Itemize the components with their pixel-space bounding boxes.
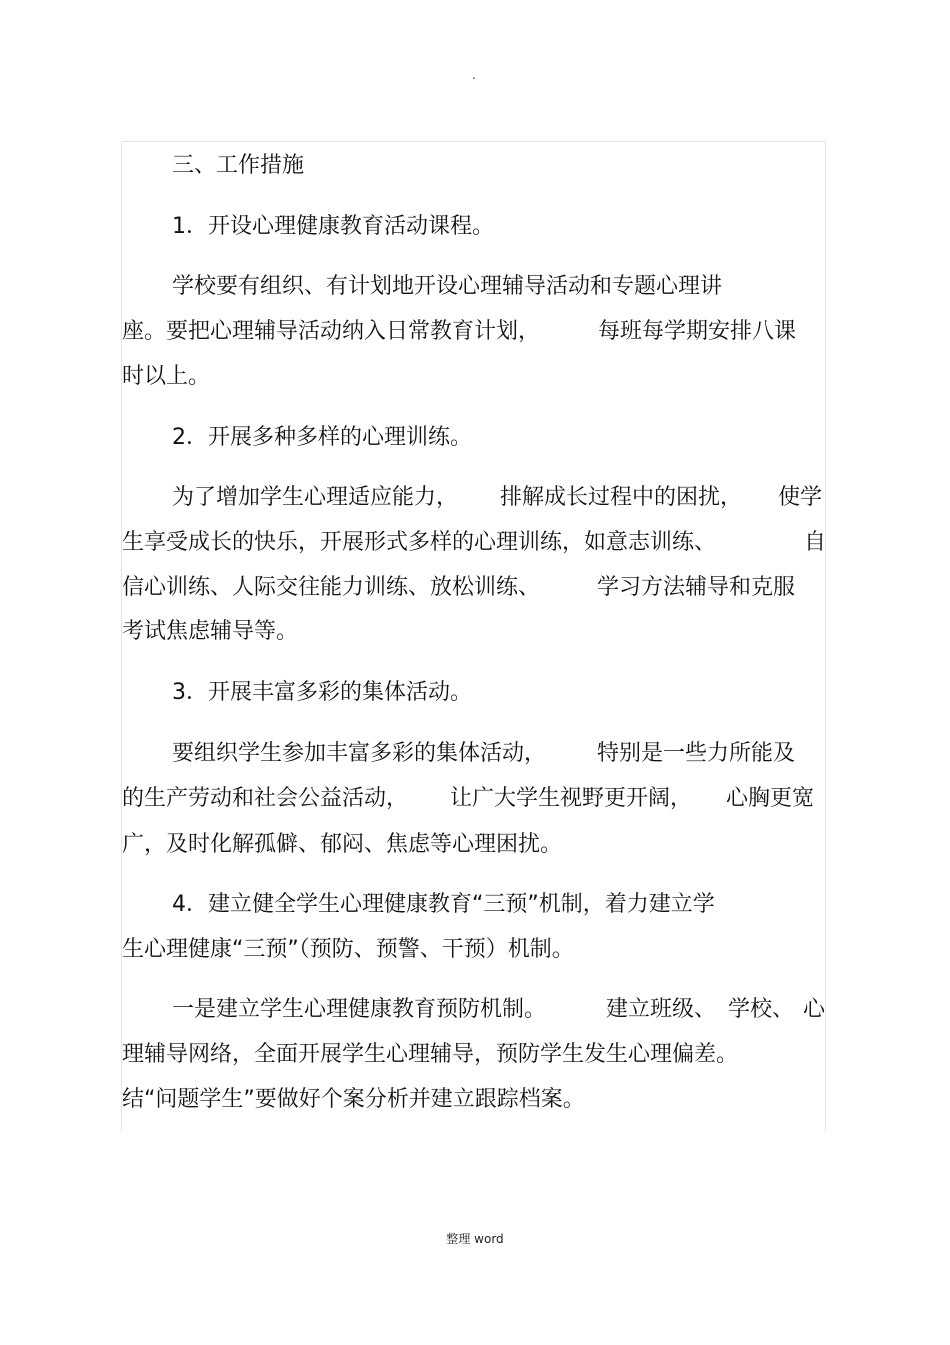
text-segment: 建立班级、 bbox=[606, 997, 717, 1022]
text-segment: 广，及时化解孤僻、郁闷、焦虑等心理困扰。 bbox=[122, 832, 563, 857]
header-mark: . bbox=[472, 68, 476, 82]
text-segment: 三、工作措施 bbox=[172, 153, 305, 178]
text-segment: 3．开展丰富多彩的集体活动。 bbox=[172, 680, 472, 705]
text-segment: 一是建立学生心理健康教育预防机制。 bbox=[172, 997, 547, 1022]
text-segment: 心 bbox=[803, 997, 826, 1022]
text-segment: 生心理健康“三预”（预防、预警、干预）机制。 bbox=[122, 937, 574, 962]
text-segment: 排解成长过程中的困扰， bbox=[500, 485, 743, 510]
text-segment: 时以上。 bbox=[122, 364, 211, 389]
text-segment: 4．建立健全学生心理健康教育“三预”机制，着力建立学 bbox=[172, 892, 715, 917]
text-segment: 学习方法辅导和克服 bbox=[597, 575, 796, 600]
text-segment: 学校要有组织、有计划地开设心理辅导活动和专题心理讲 bbox=[172, 274, 723, 299]
text-segment: 考试焦虑辅导等。 bbox=[122, 619, 299, 644]
text-segment: 使学 bbox=[778, 485, 823, 510]
text-segment: 让广大学生视野更开阔， bbox=[450, 786, 693, 811]
text-segment: 结“问题学生”要做好个案分析并建立跟踪档案。 bbox=[122, 1087, 585, 1112]
text-segment: 2．开展多种多样的心理训练。 bbox=[172, 425, 472, 450]
text-segment: 理辅导网络，全面开展学生心理辅导，预防学生发生心理偏差。 bbox=[122, 1042, 739, 1067]
text-segment: 的生产劳动和社会公益活动， bbox=[122, 786, 409, 811]
text-segment: 学校、 bbox=[728, 997, 795, 1022]
text-segment: 座。要把心理辅导活动纳入日常教育计划， bbox=[122, 319, 541, 344]
text-segment: 1．开设心理健康教育活动课程。 bbox=[172, 214, 494, 239]
text-segment: 要组织学生参加丰富多彩的集体活动， bbox=[172, 741, 547, 766]
text-segment: 每班每学期安排八课 bbox=[598, 319, 797, 344]
text-segment: 信心训练、人际交往能力训练、放松训练、 bbox=[122, 575, 541, 600]
text-segment: 心胸更宽 bbox=[726, 786, 815, 811]
text-segment: 自 bbox=[804, 530, 827, 555]
text-segment: 生享受成长的快乐，开展形式多样的心理训练，如意志训练、 bbox=[122, 530, 717, 555]
footer-text: 整理 word bbox=[446, 1232, 504, 1246]
text-segment: 特别是一些力所能及 bbox=[597, 741, 796, 766]
text-segment: 为了增加学生心理适应能力， bbox=[172, 485, 459, 510]
